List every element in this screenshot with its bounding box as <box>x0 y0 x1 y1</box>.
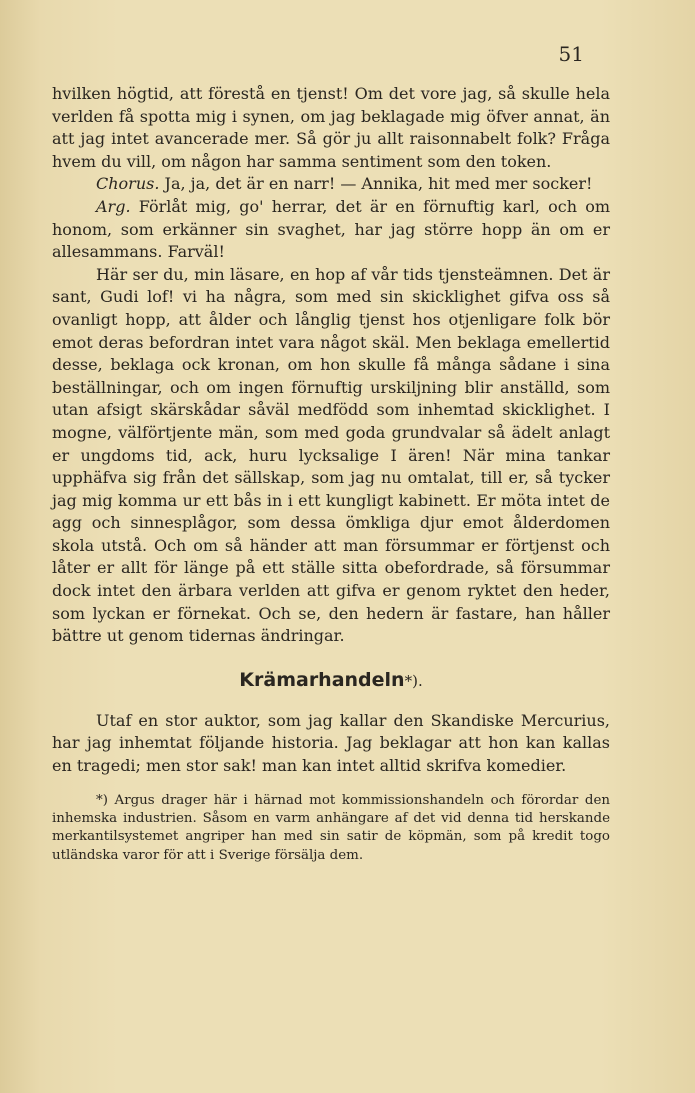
paragraph-arg <box>52 196 610 264</box>
arg-line: Förlåt mig, go' herrar, det är en förnuftig karl, och om honom, som erkänner sin svaghet, har jag större hopp än om er allesammans. Farväl! <box>52 196 610 262</box>
footnote: *) Argus drager här i härnad mot kommissionshandeln och förordar den inhemska industrien. Såsom en varm anhängare af det vid denna tid herskande merkantilsystemet angriper han med sin satir de köpmän, som på kredit togo utländska varor för att i Sverige försälja dem. <box>52 792 610 863</box>
paragraph-4: Här ser du, min läsare, en hop af vår tids tjensteämnen. Det är sant, Gudi lof! vi ha några, som med sin skicklighet gifva oss så ovanligt hopp, att ålder och långlig tjenst hos otjenligare folk bör emot deras befordran intet vara något skäl. Men beklaga emellertid desse, beklaga ock kronan, om hon skulle få många sådane i sina beställningar, och om ingen förnuftig urskiljning blir anställd, som utan afsigt skärskådar såväl medfödd som inhemtad skicklighet. I mogne, välförtjente män, som med goda grundvalar så ädelt anlagt er ungdoms tid, ack, huru lycksalige I ären! När mina tankar upphäfva sig från det sällskap, som jag nu omtalat, till er, så tycker jag mig komma ur ett bås in i ett kungligt kabinett. Er möta intet de agg och sinnesplågor, som dessa ömkliga djur emot ålderdomen skola utstå. Och om så händer att man försummar er förtjenst och låter er allt för länge på ett ställe sitta obefordrade, så försummar dock intet den ärbara verlden att gifva er genom ryktet den heder, som lyckan er förnekat. Och se, den hedern är fastare, han håller bättre ut genom tidernas ändringar. <box>52 264 610 646</box>
heading-title: Krämarhandeln <box>239 668 405 691</box>
paragraph-chorus <box>52 173 610 196</box>
footnote-marker: *). <box>404 671 423 690</box>
section-heading <box>52 665 610 696</box>
chorus-line: Ja, ja, det är en narr! — Annika, hit med mer socker! <box>159 174 593 194</box>
paragraph-1: hvilken högtid, att förestå en tjenst! Om det vore jag, så skulle hela verlden få spotta mig i synen, om jag beklagade mig öfver annat, än att jag intet avancerade mer. Så gör ju allt raisonnabelt folk? Fråga hvem du vill, om någon har samma sentiment som den token. <box>52 84 610 171</box>
speaker-chorus: Chorus. <box>96 174 160 194</box>
speaker-arg: Arg. <box>96 196 131 216</box>
page-number: 51 <box>558 42 584 66</box>
page-text <box>52 83 610 865</box>
paragraph-5: Utaf en stor auktor, som jag kallar den Skandiske Mercurius, har jag inhemtat följande historia. Jag beklagar att hon kan kallas en tragedi; men stor sak! man kan intet alltid skrifva komedier. <box>52 710 610 776</box>
